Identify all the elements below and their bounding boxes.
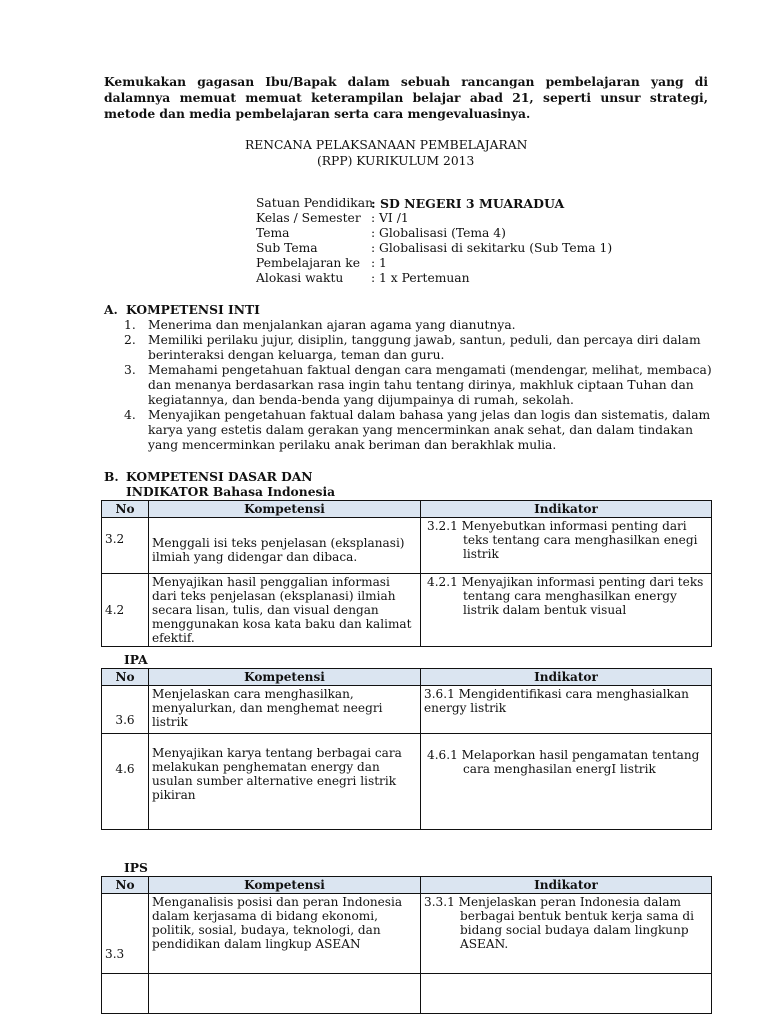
section-letter: A.: [104, 302, 118, 317]
identity-label: Pembelajaran ke: [256, 256, 360, 270]
table-row: [102, 974, 712, 1014]
intro-paragraph: Kemukakan gagasan Ibu/Bapak dalam sebuah rancangan pembelajaran yang di dalamnya memuat memuat keterampilan belajar abad 21, seperti unsur strategi, metode dan media pembelajaran serta cara mengevaluasinya.: [104, 74, 708, 121]
identity-label: Kelas / Semester: [256, 211, 361, 225]
list-item: [124, 333, 714, 363]
row-no-empty: [102, 974, 149, 1014]
ipa-table: [101, 668, 712, 830]
row-kompetensi: Menjelaskan cara menghasilkan, menyalurkan, dan menghemat neegri listrik: [149, 686, 421, 734]
header-indikator: Indikator: [421, 877, 712, 894]
list-item: [124, 408, 714, 453]
list-number: 1.: [124, 318, 136, 332]
indikator-text: 3.3.1 Menjelaskan peran Indonesia dalam berbagai bentuk bentuk kerja sama di bidang social budaya dalam lingkunp ASEAN.: [424, 895, 694, 951]
list-number: 4.: [124, 408, 136, 422]
header-indikator: Indikator: [421, 501, 712, 518]
row-kompetensi: [149, 734, 421, 830]
row-indikator: [421, 574, 712, 647]
section-b-heading: [104, 469, 313, 485]
row-no: 3.3: [102, 894, 149, 974]
header-no: No: [102, 877, 149, 894]
title-line-2: (RPP) KURIKULUM 2013: [317, 154, 475, 168]
list-item: [124, 318, 714, 333]
header-kompetensi: Kompetensi: [149, 669, 421, 686]
indikator-text: 4.2.1 Menyajikan informasi penting dari teks tentang cara menghasilkan energy listrik dalam bentuk visual: [427, 575, 704, 617]
identity-row: [256, 226, 612, 241]
identity-value: : Globalisasi (Tema 4): [371, 226, 506, 240]
list-text: Memahami pengetahuan faktual dengan cara mengamati (mendengar, melihat, membaca) dan menanya berdasarkan rasa ingin tahu tentang dirinya, makhluk ciptaan Tuhan dan kegiatannya, dan benda-benda yang dijumpainya di rumah, sekolah.: [148, 363, 712, 407]
row-indikator: 3.6.1 Mengidentifikasi cara menghasialkan energy listrik: [421, 686, 712, 734]
section-title: KOMPETENSI DASAR DAN: [126, 469, 313, 484]
identity-label: Alokasi waktu: [256, 271, 344, 285]
row-kompetensi: Menggali isi teks penjelasan (eksplanasi) ilmiah yang didengar dan dibaca.: [149, 518, 421, 574]
section-letter: B.: [104, 469, 119, 484]
indikator-text: 4.6.1 Melaporkan hasil pengamatan tentang cara menghasilan energI listrik: [427, 748, 700, 776]
table-header-row: [102, 669, 712, 686]
ips-table: [101, 876, 712, 1014]
header-kompetensi: Kompetensi: [149, 877, 421, 894]
identity-label: Tema: [256, 226, 290, 240]
table-header-row: [102, 501, 712, 518]
table-row: [102, 894, 712, 974]
table-row: [102, 734, 712, 830]
ips-heading: IPS: [124, 860, 148, 875]
row-indikator: [421, 518, 712, 574]
kompetensi-extra: pikiran: [152, 788, 196, 802]
kompetensi-inti-list: [124, 318, 714, 453]
list-item: [124, 363, 714, 408]
identity-row: [256, 256, 612, 271]
ipa-heading: IPA: [124, 652, 148, 667]
row-no: 4.2: [102, 574, 149, 647]
identity-row: [256, 241, 612, 256]
list-number: 3.: [124, 363, 136, 377]
header-no: No: [102, 669, 149, 686]
identity-value: : VI /1: [371, 211, 409, 225]
header-kompetensi: Kompetensi: [149, 501, 421, 518]
table-header-row: [102, 877, 712, 894]
table-row: [102, 574, 712, 647]
row-kompetensi-empty: [149, 974, 421, 1014]
list-text: Menyajikan pengetahuan faktual dalam bahasa yang jelas dan logis dan sistematis, dalam karya yang estetis dalam gerakan yang mencerminkan anak sehat, dan dalam tindakan yang mencerminkan perilaku anak beriman dan berakhlak mulia.: [148, 408, 711, 452]
identity-row: [256, 211, 612, 226]
row-no: 3.6: [102, 686, 149, 734]
indikator-text: 3.2.1 Menyebutkan informasi penting dari teks tentang cara menghasilkan enegi listrik: [427, 519, 698, 561]
list-text: Menerima dan menjalankan ajaran agama yang dianutnya.: [148, 318, 516, 332]
identity-label: Sub Tema: [256, 241, 318, 255]
section-a-heading: [104, 302, 260, 318]
identity-row: [256, 271, 612, 286]
identity-value: : 1 x Pertemuan: [371, 271, 470, 285]
list-number: 2.: [124, 333, 136, 347]
identity-value: : SD NEGERI 3 MUARADUA: [371, 196, 565, 211]
table-row: [102, 518, 712, 574]
identity-block: [256, 196, 612, 286]
row-no: 3.2: [102, 518, 149, 574]
row-indikator: [421, 894, 712, 974]
list-text: Memiliki perilaku jujur, disiplin, tanggung jawab, santun, peduli, dan percaya diri dalam berinteraksi dengan keluarga, teman dan guru.: [148, 333, 701, 362]
row-no: 4.6: [102, 734, 149, 830]
row-kompetensi: Menyajikan hasil penggalian informasi dari teks penjelasan (eksplanasi) ilmiah secara lisan, tulis, dan visual dengan menggunakan kosa kata baku dan kalimat efektif.: [149, 574, 421, 647]
header-no: No: [102, 501, 149, 518]
bahasa-table: [101, 500, 712, 647]
section-b-subtitle: INDIKATOR Bahasa Indonesia: [126, 484, 336, 499]
table-row: [102, 686, 712, 734]
identity-value: : Globalisasi di sekitarku (Sub Tema 1): [371, 241, 613, 255]
row-indikator-empty: [421, 974, 712, 1014]
identity-label: Satuan Pendidikan: [256, 196, 374, 210]
header-indikator: Indikator: [421, 669, 712, 686]
kompetensi-text: Menyajikan karya tentang berbagai cara melakukan penghematan energy dan usulan sumber alternative enegri listrik: [152, 746, 402, 788]
title-line-1: RENCANA PELAKSANAAN PEMBELAJARAN: [245, 138, 528, 152]
section-title: KOMPETENSI INTI: [126, 302, 260, 317]
identity-value: : 1: [371, 256, 387, 270]
row-indikator: [421, 734, 712, 830]
identity-row: [256, 196, 612, 211]
row-kompetensi: Menganalisis posisi dan peran Indonesia dalam kerjasama di bidang ekonomi, politik, sosial, budaya, teknologi, dan pendidikan dalam lingkup ASEAN: [149, 894, 421, 974]
